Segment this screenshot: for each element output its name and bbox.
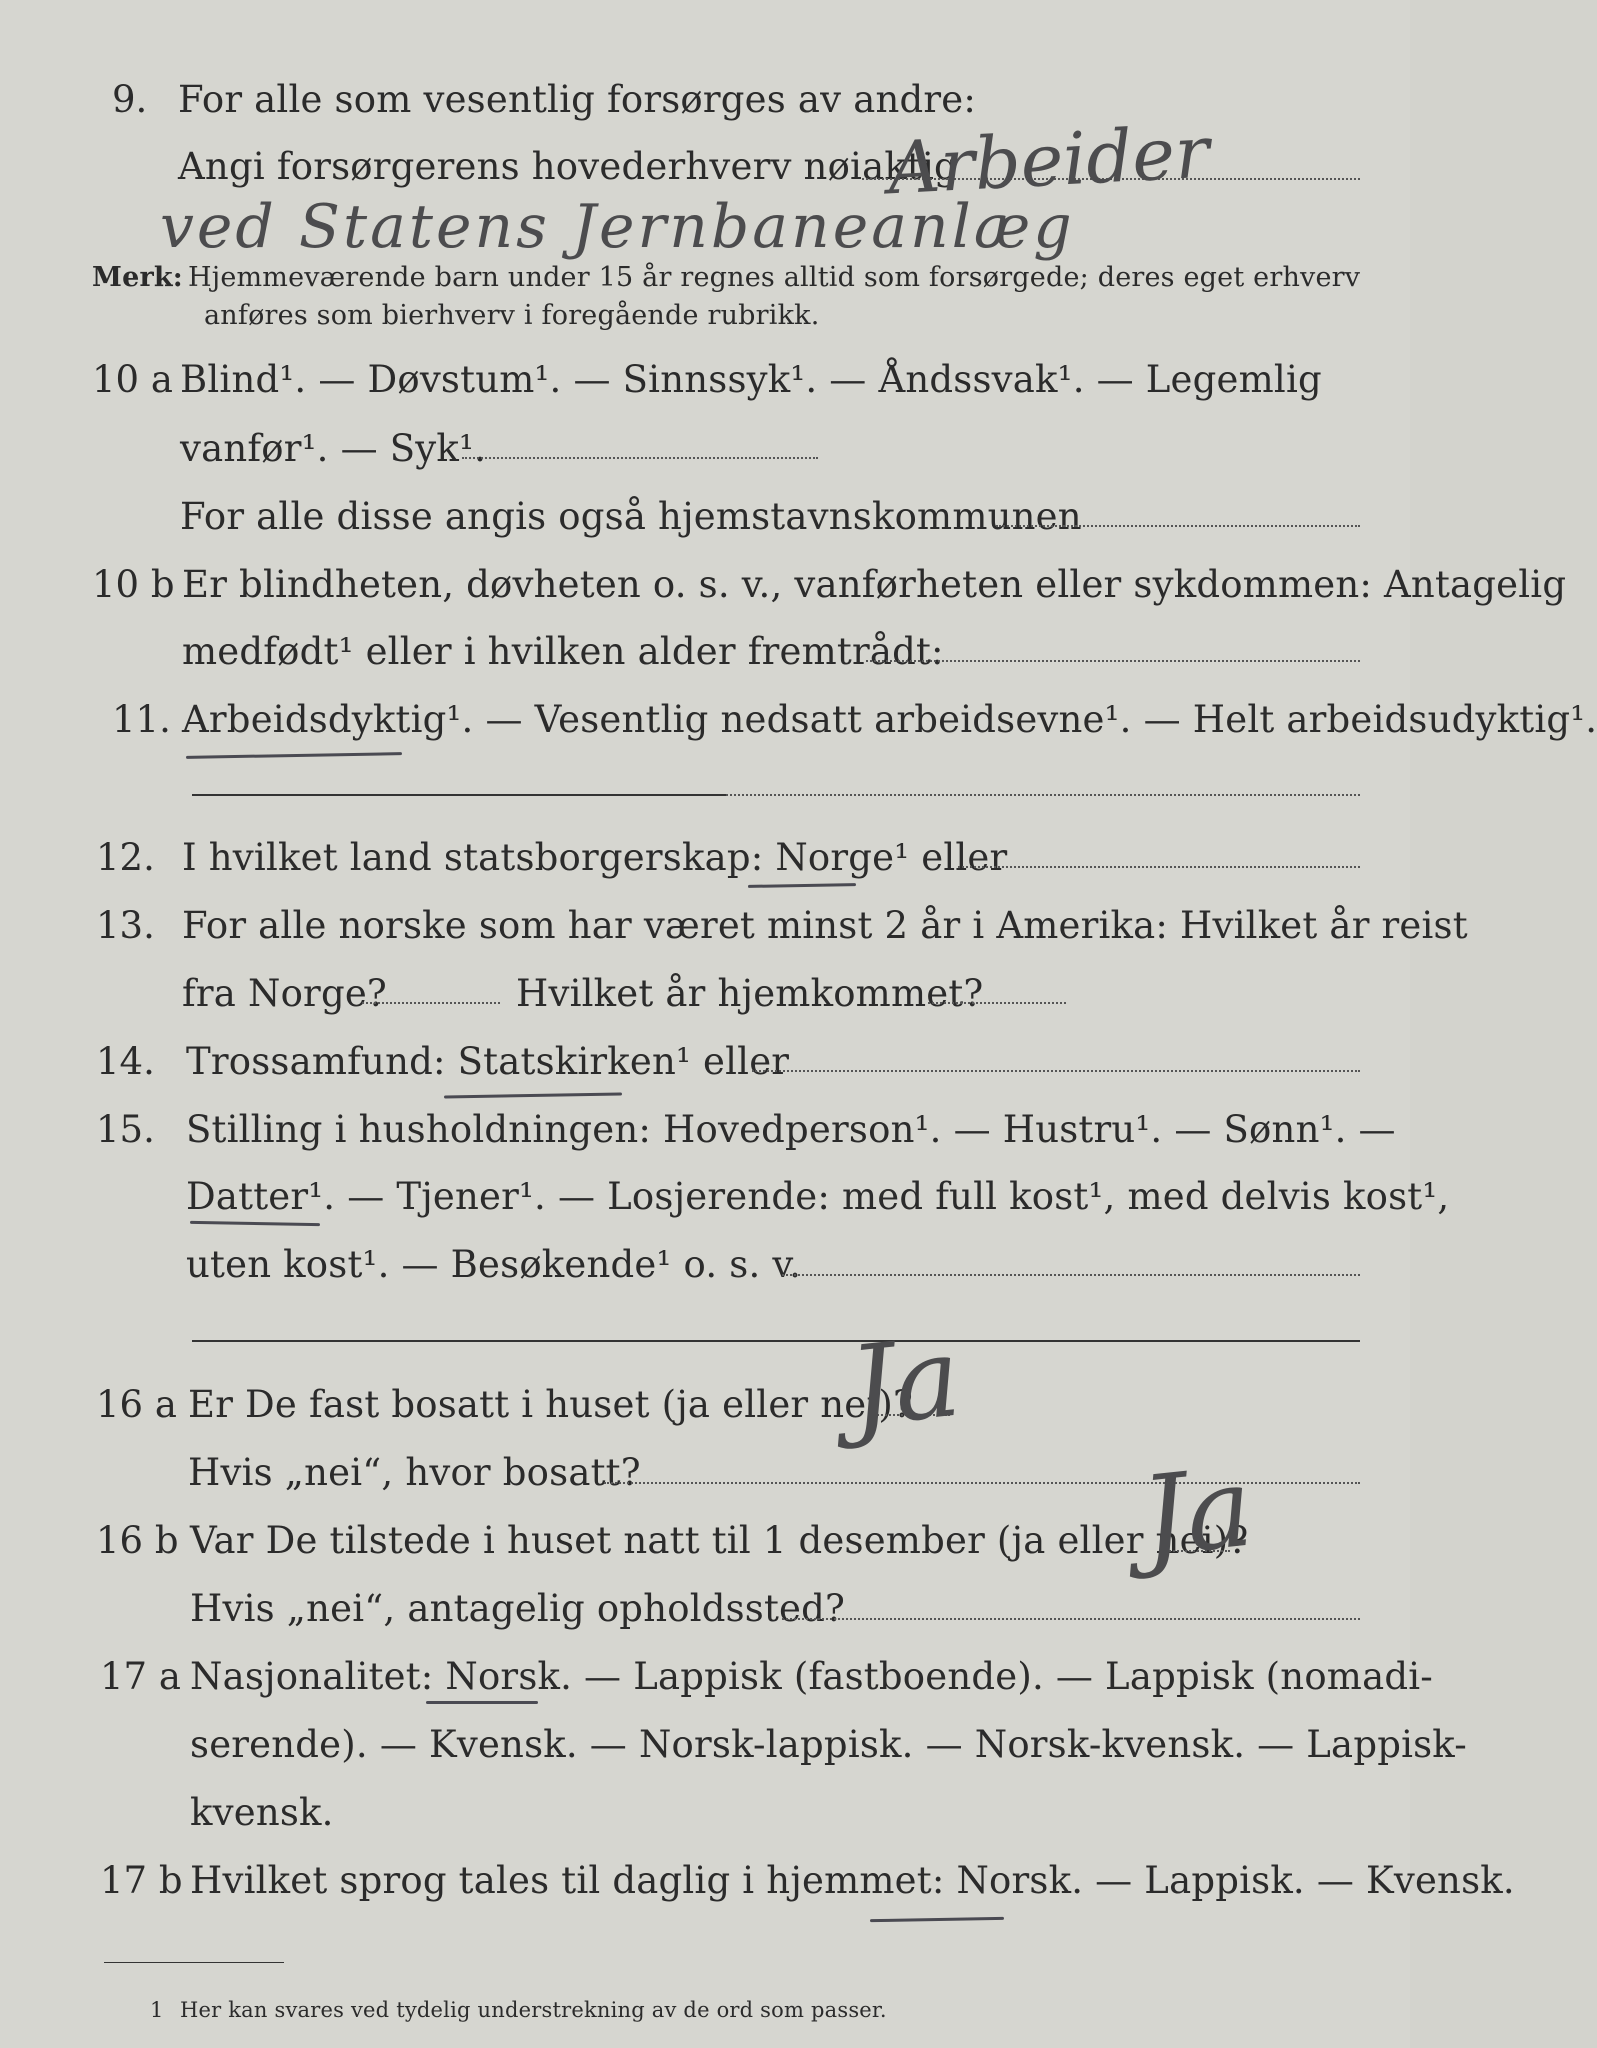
question-text: Er blindheten, døvheten o. s. v., vanførheten eller sykdommen: Antagelig: [182, 563, 1567, 606]
question-number: 16 a: [96, 1383, 177, 1426]
handwritten-underline: [748, 883, 856, 888]
handwritten-underline: [426, 1701, 538, 1704]
question-number: 10 b: [92, 563, 175, 606]
question-text: Var De tilstede i huset natt til 1 desember (ja eller nei)?: [190, 1519, 1249, 1562]
answer-dotted-line: [782, 1274, 1360, 1276]
question-text: Datter¹. — Tjener¹. — Losjerende: med full kost¹, med delvis kost¹,: [186, 1175, 1450, 1218]
question-text: Er De fast bosatt i huset (ja eller nei)?: [188, 1383, 914, 1426]
question-text: For alle disse angis også hjemstavnskommunen: [180, 495, 1082, 538]
answer-dotted-line: [726, 794, 1360, 796]
handwritten-answer: Arbeider: [886, 109, 1212, 211]
note-text: anføres som bierhverv i foregående rubrikk.: [204, 300, 820, 331]
footnote-text: Her kan svares ved tydelig understrekning av de ord som passer.: [180, 1998, 887, 2022]
question-text: kvensk.: [190, 1791, 334, 1834]
handwritten-underline: [870, 1917, 1004, 1922]
answer-dotted-line: [462, 457, 818, 459]
question-text: I hvilket land statsborgerskap: Norge¹ eller: [182, 836, 1008, 879]
question-text: Nasjonalitet: Norsk. — Lappisk (fastboende). — Lappisk (nomadi-: [190, 1655, 1433, 1698]
question-number: 16 b: [96, 1519, 179, 1562]
question-text: Trossamfund: Statskirken¹ eller: [186, 1040, 790, 1083]
question-number: 15.: [96, 1108, 155, 1151]
handwritten-answer: Ja: [1135, 1442, 1259, 1582]
handwritten-answer: ved Statens Jernbaneanlæg: [160, 192, 1075, 262]
answer-dotted-line: [782, 1618, 1360, 1620]
question-text: vanfør¹. — Syk¹.: [180, 427, 487, 470]
question-text: Stilling i husholdningen: Hovedperson¹. — Hustru¹. — Sønn¹. —: [186, 1108, 1396, 1151]
question-text: uten kost¹. — Besøkende¹ o. s. v.: [186, 1243, 802, 1286]
question-number: 12.: [96, 836, 155, 879]
separator-line: [192, 794, 726, 796]
note-label: Merk:: [92, 262, 183, 293]
question-text: For alle som vesentlig forsørges av andre:: [178, 78, 977, 121]
handwritten-underline: [186, 752, 402, 759]
answer-dotted-line: [996, 525, 1360, 527]
question-text: For alle norske som har været minst 2 år i Amerika: Hvilket år reist: [182, 904, 1468, 947]
question-text: serende). — Kvensk. — Norsk-lappisk. — Norsk-kvensk. — Lappisk-: [190, 1723, 1467, 1766]
question-text: Hvis „nei“, antagelig opholdssted?: [190, 1587, 846, 1630]
question-text: Angi forsørgerens hovederhverv nøiaktig: [178, 145, 958, 188]
question-number: 9.: [112, 78, 148, 121]
answer-dotted-line: [362, 1002, 500, 1004]
question-text: Hvilket sprog tales til daglig i hjemmet: Norsk. — Lappisk. — Kvensk.: [190, 1859, 1515, 1902]
question-text: Hvilket år hjemkommet?: [516, 972, 984, 1015]
question-text: medfødt¹ eller i hvilken alder fremtrådt:: [182, 630, 944, 673]
separator-line: [192, 1340, 1360, 1342]
question-number: 14.: [96, 1040, 155, 1083]
answer-dotted-line: [866, 660, 1360, 662]
footnote-rule: [104, 1962, 284, 1963]
question-number: 10 a: [92, 358, 173, 401]
question-text: Blind¹. — Døvstum¹. — Sinnssyk¹. — Åndssvak¹. — Legemlig: [180, 358, 1322, 401]
question-number: 17 a: [100, 1655, 181, 1698]
handwritten-answer: Ja: [843, 1312, 967, 1452]
question-text: Hvis „nei“, hvor bosatt?: [188, 1451, 641, 1494]
handwritten-underline: [190, 1221, 320, 1226]
question-number: 13.: [96, 904, 155, 947]
answer-dotted-line: [928, 1002, 1066, 1004]
answer-dotted-line: [958, 866, 1360, 868]
handwritten-underline: [444, 1092, 622, 1098]
question-text: Arbeidsdyktig¹. — Vesentlig nedsatt arbeidsevne¹. — Helt arbeidsudyktig¹.: [182, 698, 1597, 741]
note-text: Hjemmeværende barn under 15 år regnes alltid som forsørgede; deres eget erhverv: [188, 262, 1361, 293]
question-number: 11.: [112, 698, 171, 741]
footnote-mark: 1: [150, 1998, 164, 2022]
question-number: 17 b: [100, 1859, 183, 1902]
question-text: fra Norge?: [182, 972, 387, 1015]
answer-dotted-line: [752, 1070, 1360, 1072]
